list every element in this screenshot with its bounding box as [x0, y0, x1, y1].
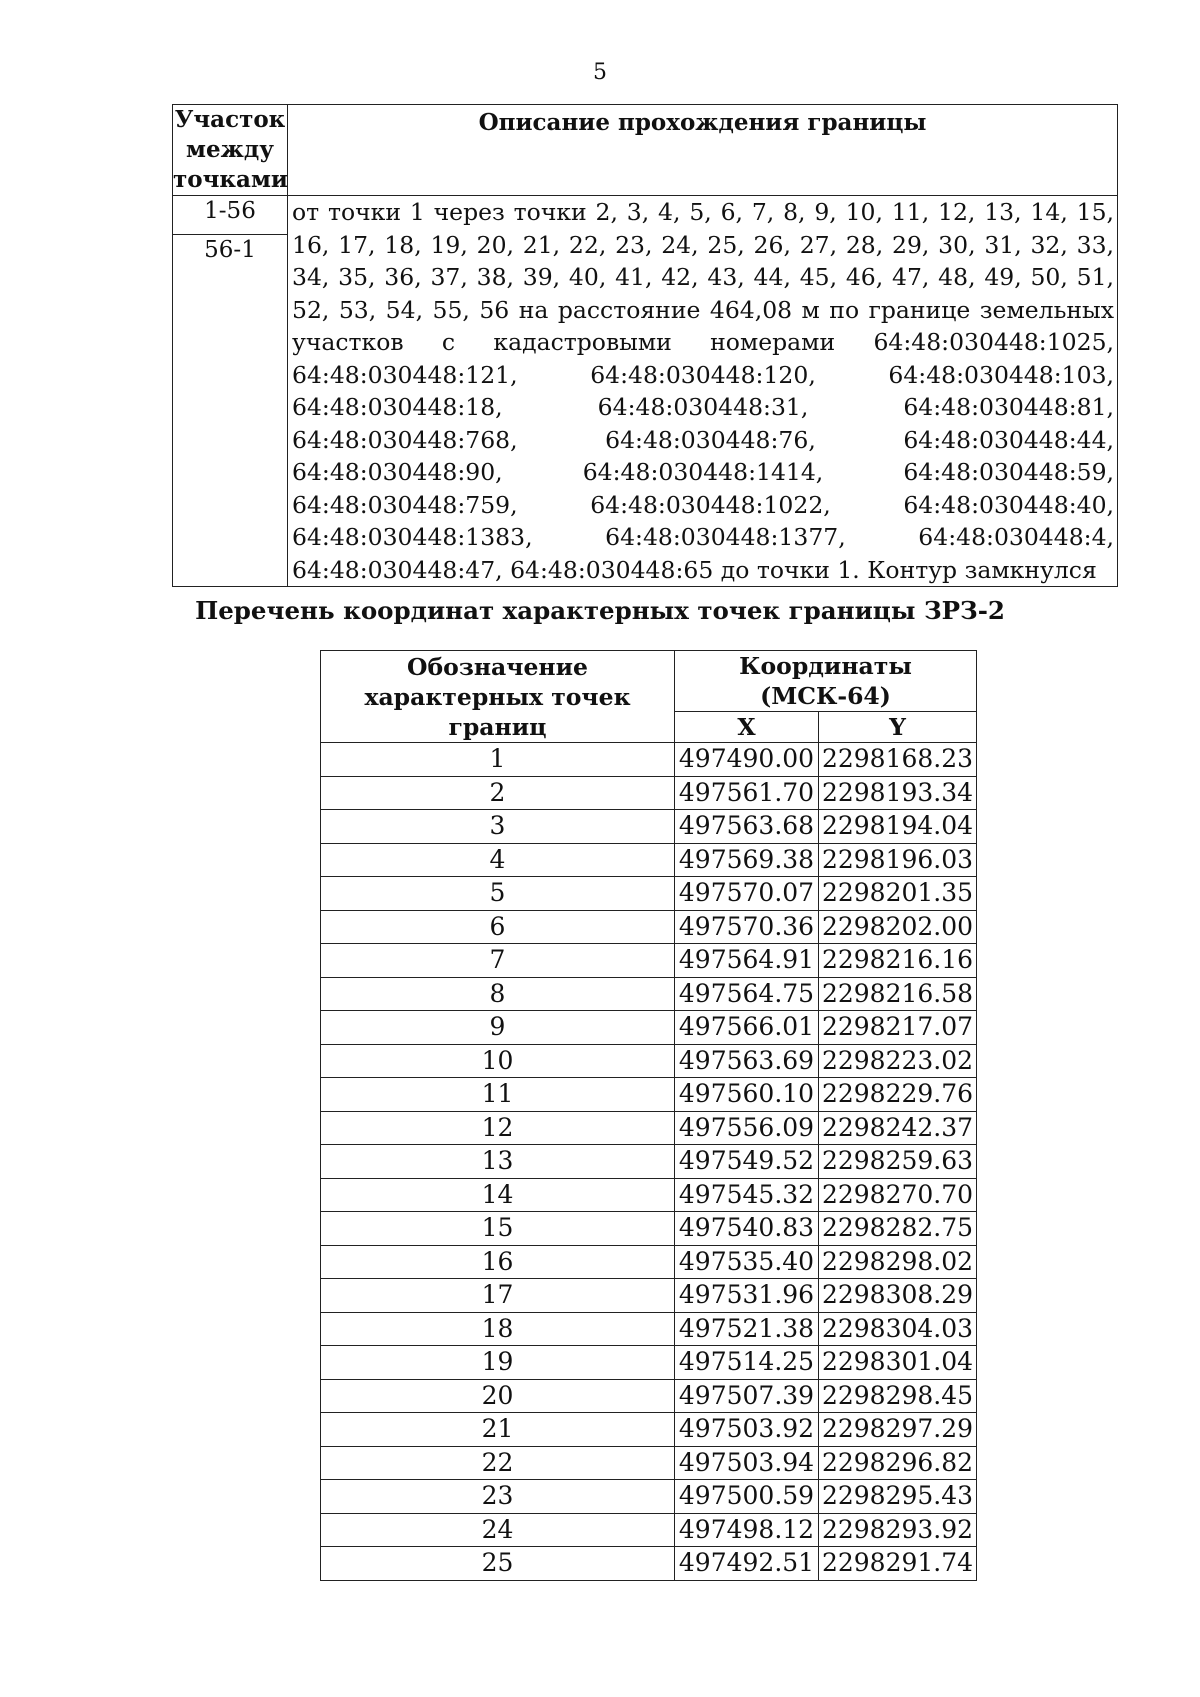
- y-coordinate-cell: 2298242.37: [819, 1111, 977, 1145]
- y-coordinate-cell: 2298194.04: [819, 810, 977, 844]
- point-number-cell: 9: [321, 1011, 675, 1045]
- y-coordinate-cell: 2298217.07: [819, 1011, 977, 1045]
- point-number-cell: 25: [321, 1547, 675, 1581]
- x-coordinate-cell: 497540.83: [675, 1212, 819, 1246]
- table-row: [321, 944, 977, 978]
- x-coordinate-cell: 497521.38: [675, 1312, 819, 1346]
- table-row: [321, 1480, 977, 1514]
- x-coordinate-cell: 497564.75: [675, 977, 819, 1011]
- table-row: [321, 877, 977, 911]
- x-coordinate-cell: 497545.32: [675, 1178, 819, 1212]
- x-coordinate-cell: 497531.96: [675, 1279, 819, 1313]
- table-row: [321, 1145, 977, 1179]
- coordinates-table: [320, 650, 977, 1581]
- boundary-description-table: [172, 104, 1118, 587]
- point-number-cell: 18: [321, 1312, 675, 1346]
- table-row: [321, 1547, 977, 1581]
- x-coordinate-cell: 497563.69: [675, 1044, 819, 1078]
- point-number-cell: 8: [321, 977, 675, 1011]
- point-number-cell: 14: [321, 1178, 675, 1212]
- x-coordinate-cell: 497569.38: [675, 843, 819, 877]
- coords-header-row: [321, 651, 977, 712]
- point-number-cell: 13: [321, 1145, 675, 1179]
- y-coordinate-cell: 2298298.02: [819, 1245, 977, 1279]
- x-coordinate-cell: 497503.92: [675, 1413, 819, 1447]
- x-coordinate-cell: 497570.36: [675, 910, 819, 944]
- table-row: [321, 1279, 977, 1313]
- table-row: [321, 1078, 977, 1112]
- table-row: [321, 1312, 977, 1346]
- point-number-cell: 11: [321, 1078, 675, 1112]
- y-coordinate-cell: 2298202.00: [819, 910, 977, 944]
- x-coordinate-cell: 497570.07: [675, 877, 819, 911]
- table-row: [321, 1413, 977, 1447]
- x-coordinate-cell: 497560.10: [675, 1078, 819, 1112]
- y-coordinate-cell: 2298168.23: [819, 743, 977, 777]
- point-number-cell: 20: [321, 1379, 675, 1413]
- y-coordinate-cell: 2298295.43: [819, 1480, 977, 1514]
- y-coordinate-cell: 2298296.82: [819, 1446, 977, 1480]
- point-number-cell: 17: [321, 1279, 675, 1313]
- description-cell: от точки 1 через точки 2, 3, 4, 5, 6, 7, 8, 9, 10, 11, 12, 13, 14, 15, 16, 17, 18, 19, 20, 21, 22, 23, 24, 25, 26, 27, 28, 29, 30, 31, 32, 33, 34, 35, 36, 37, 38, 39, 40, 41, 42, 43, 44, 45, 46, 47, 48, 49, 50, 51, 52, 53, 54, 55, 56 на расстояние 464,08 м по границе земельных участков с кадастровыми номерами 64:48:030448:1025, 64:48:030448:121, 64:48:030448:120, 64:48:030448:103, 64:48:030448:18, 64:48:030448:31, 64:48:030448:81, 64:48:030448:768, 64:48:030448:76, 64:48:030448:44, 64:48:030448:90, 64:48:030448:1414, 64:48:030448:59, 64:48:030448:759, 64:48:030448:1022, 64:48:030448:40, 64:48:030448:1383, 64:48:030448:1377, 64:48:030448:4, 64:48:030448:47, 64:48:030448:65 до точки 1. Контур замкнулся: [288, 196, 1118, 587]
- point-number-cell: 21: [321, 1413, 675, 1447]
- segment-cell: 1-56: [173, 196, 288, 235]
- y-coordinate-cell: 2298270.70: [819, 1178, 977, 1212]
- y-coordinate-cell: 2298216.16: [819, 944, 977, 978]
- boundary-table-header-row: [173, 105, 1118, 196]
- point-number-cell: 22: [321, 1446, 675, 1480]
- table-row: [321, 1044, 977, 1078]
- segment-header: Участок между точками: [173, 105, 288, 196]
- point-number-cell: 3: [321, 810, 675, 844]
- x-coordinate-cell: 497500.59: [675, 1480, 819, 1514]
- point-number-cell: 6: [321, 910, 675, 944]
- y-coordinate-cell: 2298297.29: [819, 1413, 977, 1447]
- table-row: [321, 743, 977, 777]
- x-coordinate-cell: 497507.39: [675, 1379, 819, 1413]
- point-number-cell: 19: [321, 1346, 675, 1380]
- table-row: [321, 1379, 977, 1413]
- table-row: [321, 1245, 977, 1279]
- x-coordinate-cell: 497498.12: [675, 1513, 819, 1547]
- point-number-cell: 23: [321, 1480, 675, 1514]
- page-number: 5: [593, 60, 607, 85]
- coordinates-header: Координаты (МСК-64): [675, 651, 977, 712]
- table-row: [321, 1446, 977, 1480]
- segment-cell: 56-1: [173, 235, 288, 587]
- x-header: X: [675, 712, 819, 743]
- y-coordinate-cell: 2298282.75: [819, 1212, 977, 1246]
- x-coordinate-cell: 497563.68: [675, 810, 819, 844]
- table-row: [321, 1111, 977, 1145]
- point-number-cell: 24: [321, 1513, 675, 1547]
- y-coordinate-cell: 2298259.63: [819, 1145, 977, 1179]
- y-coordinate-cell: 2298304.03: [819, 1312, 977, 1346]
- point-designation-header: Обозначение характерных точек границ: [321, 651, 675, 743]
- table-row: [321, 1178, 977, 1212]
- table-row: [321, 776, 977, 810]
- y-coordinate-cell: 2298223.02: [819, 1044, 977, 1078]
- point-number-cell: 7: [321, 944, 675, 978]
- y-coordinate-cell: 2298308.29: [819, 1279, 977, 1313]
- x-coordinate-cell: 497490.00: [675, 743, 819, 777]
- table-row: [321, 810, 977, 844]
- boundary-table-row: [173, 196, 1118, 235]
- x-coordinate-cell: 497561.70: [675, 776, 819, 810]
- y-coordinate-cell: 2298298.45: [819, 1379, 977, 1413]
- table-row: [321, 910, 977, 944]
- y-coordinate-cell: 2298293.92: [819, 1513, 977, 1547]
- x-coordinate-cell: 497514.25: [675, 1346, 819, 1380]
- point-number-cell: 15: [321, 1212, 675, 1246]
- point-number-cell: 4: [321, 843, 675, 877]
- y-coordinate-cell: 2298193.34: [819, 776, 977, 810]
- table-row: [321, 1346, 977, 1380]
- point-number-cell: 16: [321, 1245, 675, 1279]
- y-coordinate-cell: 2298201.35: [819, 877, 977, 911]
- table-row: [321, 977, 977, 1011]
- point-number-cell: 5: [321, 877, 675, 911]
- x-coordinate-cell: 497556.09: [675, 1111, 819, 1145]
- x-coordinate-cell: 497492.51: [675, 1547, 819, 1581]
- x-coordinate-cell: 497564.91: [675, 944, 819, 978]
- table-row: [321, 1212, 977, 1246]
- point-number-cell: 2: [321, 776, 675, 810]
- coords-body: [321, 743, 977, 1581]
- y-coordinate-cell: 2298229.76: [819, 1078, 977, 1112]
- x-coordinate-cell: 497566.01: [675, 1011, 819, 1045]
- x-coordinate-cell: 497535.40: [675, 1245, 819, 1279]
- point-number-cell: 12: [321, 1111, 675, 1145]
- coordinates-title: Перечень координат характерных точек границы ЗРЗ-2: [195, 596, 1005, 625]
- x-coordinate-cell: 497549.52: [675, 1145, 819, 1179]
- y-coordinate-cell: 2298291.74: [819, 1547, 977, 1581]
- x-coordinate-cell: 497503.94: [675, 1446, 819, 1480]
- table-row: [321, 843, 977, 877]
- point-number-cell: 10: [321, 1044, 675, 1078]
- table-row: [321, 1513, 977, 1547]
- table-row: [321, 1011, 977, 1045]
- y-coordinate-cell: 2298301.04: [819, 1346, 977, 1380]
- point-number-cell: 1: [321, 743, 675, 777]
- y-coordinate-cell: 2298216.58: [819, 977, 977, 1011]
- y-header: Y: [819, 712, 977, 743]
- description-header: Описание прохождения границы: [288, 105, 1118, 196]
- y-coordinate-cell: 2298196.03: [819, 843, 977, 877]
